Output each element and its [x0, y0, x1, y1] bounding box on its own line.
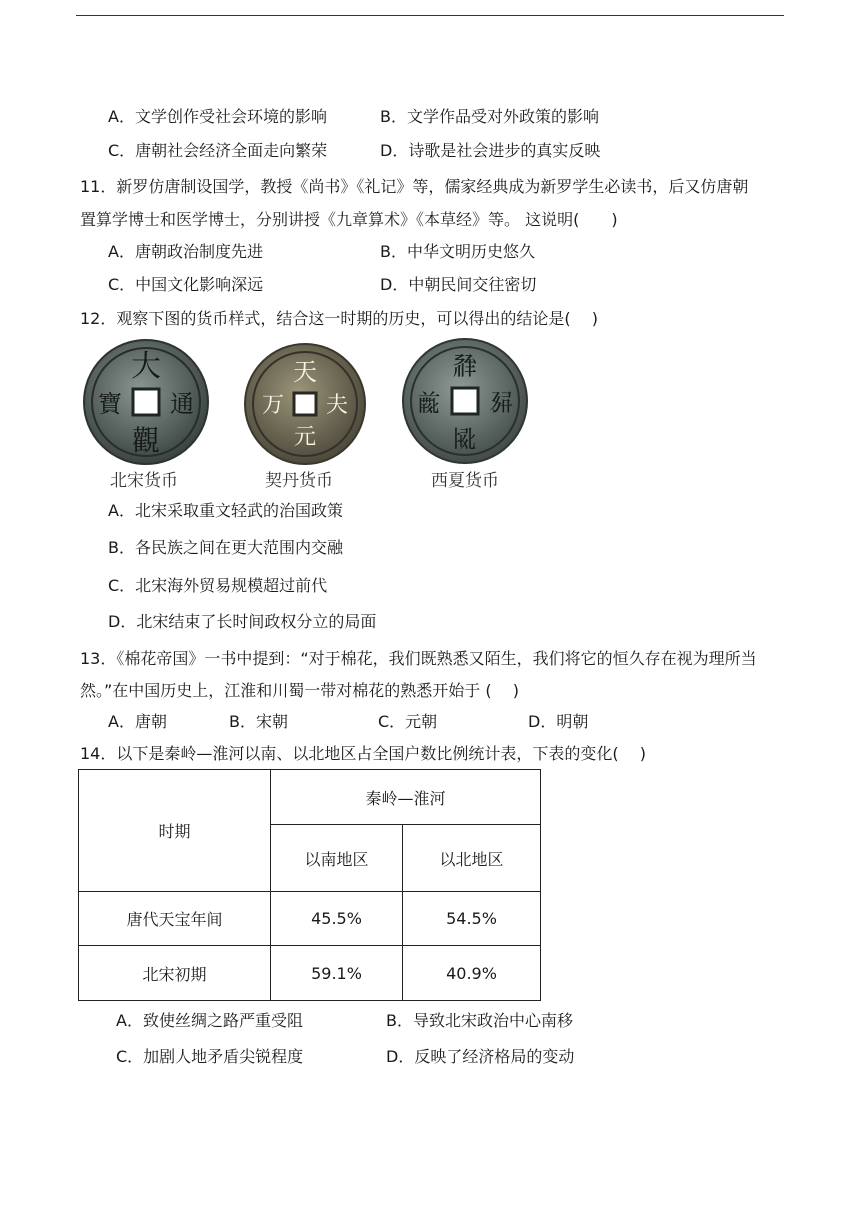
- coin-1-char-top: 天: [293, 358, 317, 386]
- coin-0-char-left: 寶: [98, 390, 122, 418]
- q10-option-a[interactable]: A．文学创作受社会环境的影响: [108, 107, 327, 126]
- households-table: [78, 769, 541, 1001]
- coin-0-char-bottom: 觀: [131, 424, 161, 457]
- coin-khitan-image: [241, 340, 369, 468]
- table-cell-north: 54.5%: [403, 892, 541, 946]
- q13-stem-line2: 然。”在中国历史上，江淮和川蜀一带对棉花的熟悉开始于 ( ): [80, 681, 519, 700]
- q13-option-d[interactable]: D．明朝: [528, 712, 589, 731]
- coin-1-char-left: 万: [261, 393, 285, 418]
- coin-2-char-left: 𗔔: [417, 389, 441, 417]
- coin-2-char-bottom: 𗎫: [453, 425, 477, 453]
- q11-option-c[interactable]: C．中国文化影响深远: [108, 275, 264, 294]
- coin-2-char-top: 𗴂: [451, 352, 479, 382]
- coin-1-char-bottom: 元: [293, 425, 317, 450]
- q13-option-b[interactable]: B．宋朝: [229, 712, 288, 731]
- coin-northern-song-image: [82, 338, 210, 466]
- q10-option-d[interactable]: D．诗歌是社会进步的真实反映: [380, 141, 601, 160]
- q10-option-c[interactable]: C．唐朝社会经济全面走向繁荣: [108, 141, 328, 160]
- table-cell-period: 唐代天宝年间: [79, 892, 271, 946]
- q12-option-c[interactable]: C．北宋海外贸易规模超过前代: [108, 576, 328, 595]
- q14-option-c[interactable]: C．加剧人地矛盾尖锐程度: [116, 1047, 304, 1066]
- table-row: [79, 946, 541, 1001]
- q14-option-d[interactable]: D．反映了经济格局的变动: [386, 1047, 575, 1066]
- table-header-north: 以北地区: [403, 825, 541, 892]
- table-header-period: 时期: [79, 770, 271, 892]
- coin-0-char-top: 大: [131, 349, 161, 384]
- table-cell-south: 59.1%: [271, 946, 403, 1001]
- q11-stem-line2: 置算学博士和医学博士，分别讲授《九章算术》《本草经》等。 这说明( ): [80, 210, 618, 229]
- q11-stem-line1: 11．新罗仿唐制设国学，教授《尚书》《礼记》等，儒家经典成为新罗学生必读书，后又仿唐朝: [80, 177, 749, 196]
- q14-option-a[interactable]: A．致使丝绸之路严重受阻: [116, 1011, 303, 1030]
- q13-stem-line1: 13．《棉花帝国》一书中提到：“对于棉花，我们既熟悉又陌生，我们将它的恒久存在视为理所当: [80, 649, 757, 668]
- q13-option-a[interactable]: A．唐朝: [108, 712, 167, 731]
- table-header-south: 以南地区: [271, 825, 403, 892]
- q12-option-b[interactable]: B．各民族之间在更大范围内交融: [108, 538, 343, 557]
- q11-option-b[interactable]: B．中华文明历史悠久: [380, 242, 535, 261]
- table-cell-north: 40.9%: [403, 946, 541, 1001]
- q14-option-b[interactable]: B．导致北宋政治中心南移: [386, 1011, 573, 1030]
- q14-stem: 14．以下是秦岭—淮河以南、以北地区占全国户数比例统计表，下表的变化( ): [80, 744, 646, 763]
- coin-western-xia-image: [401, 337, 529, 465]
- coin-khitan-label: 契丹货币: [265, 471, 333, 491]
- coin-0-char-right: 通: [170, 390, 194, 418]
- q11-option-d[interactable]: D．中朝民间交往密切: [380, 275, 537, 294]
- q11-option-a[interactable]: A．唐朝政治制度先进: [108, 242, 263, 261]
- table-cell-south: 45.5%: [271, 892, 403, 946]
- table-header-qinling-huaihe: 秦岭—淮河: [271, 770, 541, 825]
- coin-1-char-right: 夫: [325, 393, 349, 418]
- coin-northern-song-label: 北宋货币: [110, 471, 178, 491]
- q10-option-b[interactable]: B．文学作品受对外政策的影响: [380, 107, 599, 126]
- header-rule: [76, 15, 784, 16]
- q12-option-d[interactable]: D．北宋结束了长时间政权分立的局面: [108, 612, 377, 631]
- q12-option-a[interactable]: A．北宋采取重文轻武的治国政策: [108, 501, 343, 520]
- coin-2-char-right: 𗉘: [489, 389, 513, 417]
- coin-western-xia-label: 西夏货币: [431, 471, 499, 491]
- table-cell-period: 北宋初期: [79, 946, 271, 1001]
- q12-stem: 12．观察下图的货币样式，结合这一时期的历史，可以得出的结论是( ): [80, 309, 598, 328]
- q13-option-c[interactable]: C．元朝: [378, 712, 438, 731]
- table-row: [79, 892, 541, 946]
